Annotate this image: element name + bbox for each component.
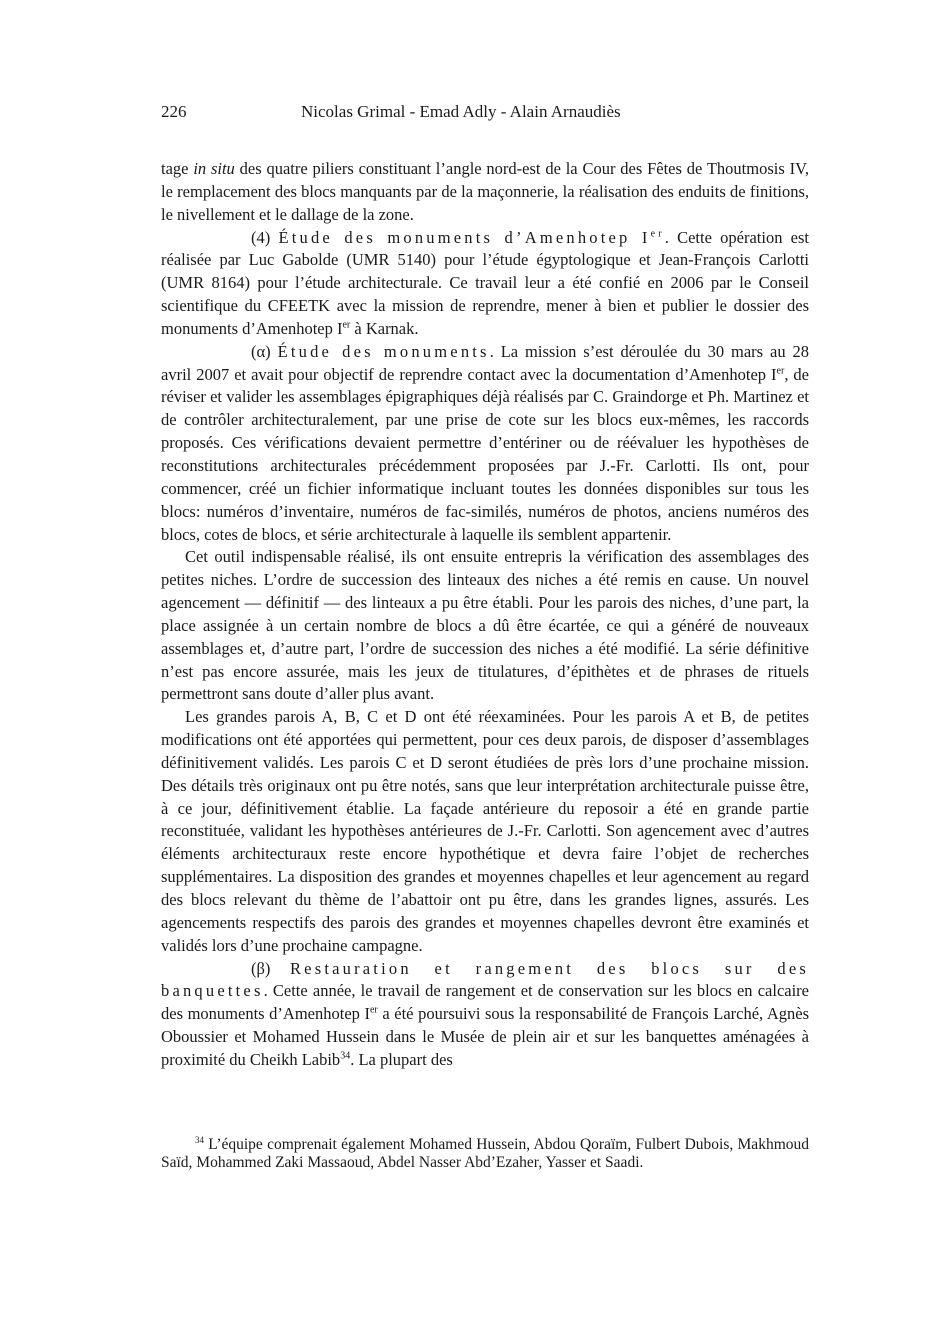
section-heading: Étude des monuments [277,341,490,361]
paragraph [161,158,809,227]
text-run: tage [161,159,194,178]
text-run: . La plupart des [350,1049,453,1069]
text-run: (α) [251,341,278,361]
paragraph [161,958,809,1072]
superscript: er [369,1004,378,1016]
text-run: (4) [251,227,279,247]
superscript: er [776,365,785,377]
main-text [161,158,809,1072]
text-run: . La mission s’est déroulée du 30 mars au 28 avril 2007 et avait pour objectif de reprendre contact avec la documentation d’Amenhotep I [161,341,810,384]
paragraph: Cet outil indispensable réalisé, ils ont ensuite entrepris la vérification des assemblages des petites niches. L’ordre de succession des linteaux des niches a été remis en cause. Un nouvel agencement — définitif — des linteaux a pu être établi. Pour les parois des niches, d’une part, la place assignée à un certain nombre de blocs a dû être écartée, ce qui a généré de nouveaux assemblages et, d’autre part, l’ordre de succession des niches a été modifié. La série définitive n’est pas encore assurée, mais les jeux de titulatures, d’épithètes et de phrases de rituels permettront sans doute d’aller plus avant. [161,547,809,704]
text-run: des quatre piliers constituant l’angle nord-est de la Cour des Fêtes de Thoutmosis IV, le remplacement des blocs manquants par de la maçonnerie, la réalisation des enduits de finitions, le nivellement et le dallage de la zone. [161,159,809,224]
text-run: a été poursuivi sous la responsabilité de François Larché, Agnès Oboussier et Mohamed Hussein dans le Musée de plein air et sur les banquettes aménagées à proximité du Cheikh Labib [161,1004,809,1069]
footnotes [161,1136,809,1172]
footnote-text: L’équipe comprenait également Mohamed Hussein, Abdou Qoraïm, Fulbert Dubois, Makhmoud Saïd, Mohammed Zaki Massaoud, Abdel Nasser Abd’Ezaher, Yasser et Saadi. [161,1136,809,1171]
page-header [161,102,809,128]
text-run: . Cette année, le travail de rangement et de conservation sur les blocs en calcaire des monuments d’Amenhotep I [161,981,809,1024]
superscript: er [650,228,665,240]
superscript: er [342,319,351,331]
page-number: 226 [161,102,187,121]
footnote-reference[interactable]: 34 [340,1050,351,1062]
italic-term: in situ [193,159,235,178]
paragraph [161,227,809,341]
heading-text: Étude des monuments d’Amenhotep I [278,227,651,247]
text-run: à Karnak. [350,318,419,338]
paragraph: Les grandes parois A, B, C et D ont été réexaminées. Pour les parois A et B, de petites modifications ont été apportées qui permettent, pour ces deux parois, de disposer d’assemblages définitivement validés. Les parois C et D seront étudiées de près lors d’une prochaine mission. Des détails très originaux ont pu être notés, sans que leur interprétation architecturale puisse être, à ce jour, définitivement établie. La façade antérieure du reposoir a été en grande partie reconstituée, validant les hypothèses antérieures de J.-Fr. Carlotti. Son agencement avec d’autres éléments architecturaux reste encore hypothétique et devra faire l’objet de recherches supplémentaires. La disposition des grandes et moyennes chapelles et leur agencement au regard des blocs relevant du thème de l’abattoir ont pu être, dans les grandes lignes, assurés. Les agencements respectifs des parois des grandes et moyennes chapelles devront être examinés et validés lors d’une prochaine campagne. [161,707,809,955]
text-run: (β) [251,958,290,978]
footnote [161,1136,809,1172]
text-run: , de réviser et valider les assemblages épigraphiques déjà réalisés par C. Graindorge et Ph. Martinez et de contrôler architecturalement, par une prise de cote sur les blocs eux-mêmes, les raccords proposés. Ces vérifications devaient permettre d’entériner ou de réévaluer les hypothèses de reconstitutions architecturales précédemment proposées par J.-Fr. Carlotti. Ils ont, pour commencer, créé un fichier informatique incluant toutes les données disponibles sur tous les blocs: numéros d’inventaire, numéros de fac-similés, numéros de photos, anciens numéros des blocs, cotes de blocs, et série architecturale à laquelle ils semblent appartenir. [161,364,809,544]
footnote-mark: 34 [195,1134,204,1145]
running-head: Nicolas Grimal - Emad Adly - Alain Arnaudiès [301,102,621,121]
text-run: . Cette opération est réalisée par Luc Gabolde (UMR 5140) pour l’étude égyptologique et Jean-François Carlotti (UMR 8164) pour l’étude architecturale. Ce travail leur a été confié en 2006 par le Conseil scientifique du CFEETK avec la mission de reprendre, mener à bien et publier le dossier des monuments d’Amenhotep I [161,227,809,338]
section-heading: Restauration et rangement des blocs sur des banquettes [161,958,809,1001]
paragraph [161,341,809,547]
section-heading [278,228,664,247]
